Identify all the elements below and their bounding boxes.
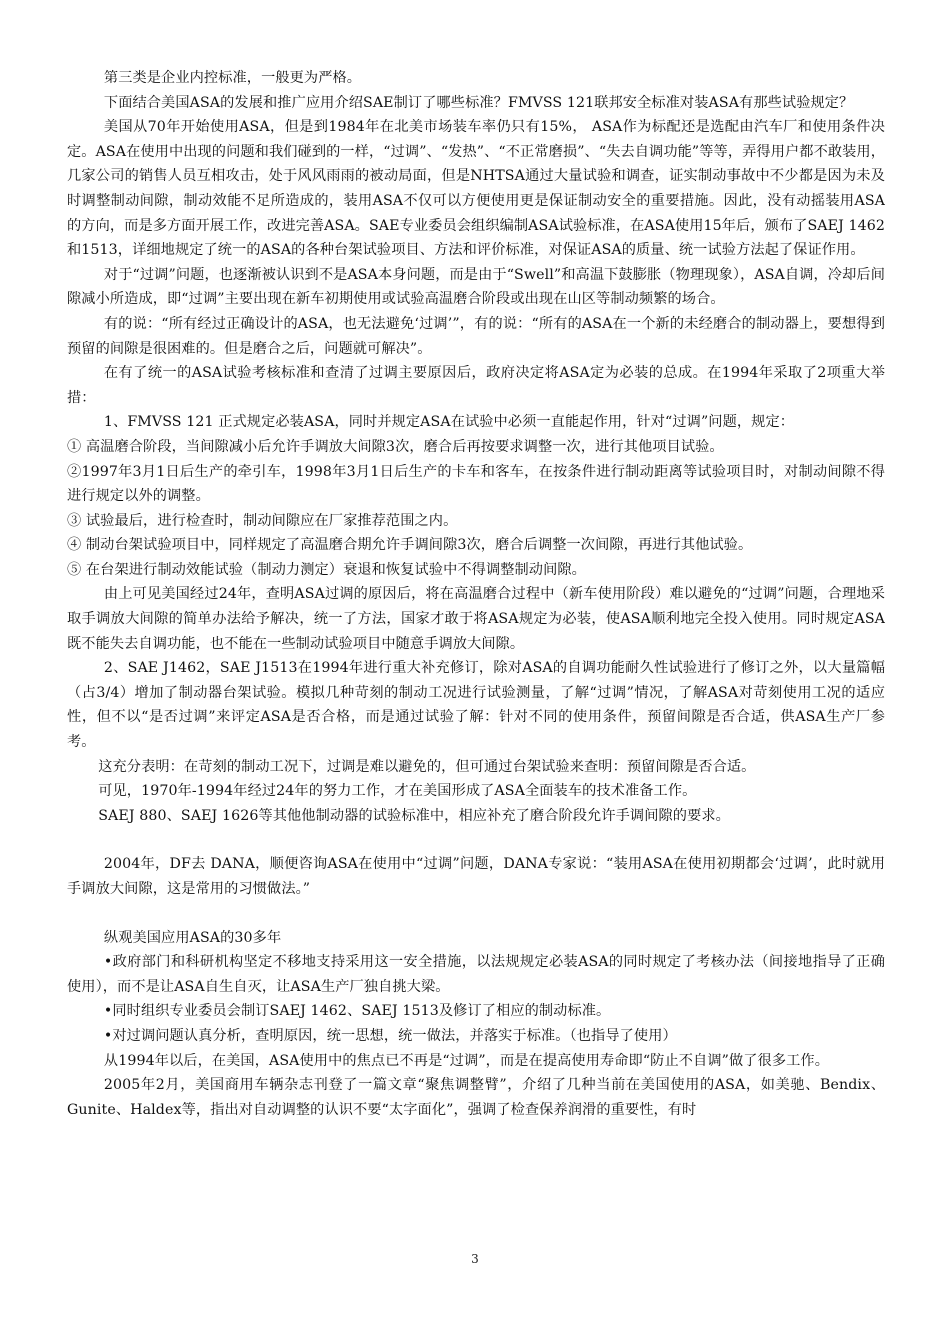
bullet-item: •同时组织专业委员会制订SAEJ 1462、SAEJ 1513及修订了相应的制动标准。 <box>103 1003 611 1020</box>
document-body <box>67 66 885 1122</box>
bullet-item: •政府部门和科研机构坚定不移地支持采用这一安全措施，以法规规定必装ASA的同时规定了考核办法（间接地指导了正确使用），而不是让ASA自生自灭，让ASA生产厂独自挑大梁。 <box>67 954 885 995</box>
bullet-item: •对过调问题认真分析，查明原因，统一思想，统一做法，并落实于标准。（也指导了使用） <box>103 1027 677 1044</box>
paragraph: 2004年，DF去 DANA，顺便咨询ASA在使用中“过调”问题，DANA专家说：“装用ASA在使用初期都会‘过调’，此时就用手调放大间隙，这是常用的习惯做法。” <box>67 856 885 897</box>
list-item: ⑤ 在台架进行制动效能试验（制动力测定）衰退和恢复试验中不得调整制动间隙。 <box>67 561 586 578</box>
list-item: ②1997年3月1日后生产的牵引车，1998年3月1日后生产的卡车和客车，在按条件进行制动距离等试验项目时，对制动间隙不得进行规定以外的调整。 <box>67 463 885 505</box>
paragraph: 可见，1970年-1994年经过24年的努力工作，才在美国形成了ASA全面装车的技术准备工作。 <box>98 783 697 800</box>
paragraph: 从1994年以后，在美国，ASA使用中的焦点已不再是“过调”，而是在提高使用寿命即“防止不自调”做了很多工作。 <box>103 1052 829 1069</box>
page-number: 3 <box>471 1252 479 1266</box>
paragraph: 有的说：“所有经过正确设计的ASA，也无法避免‘过调’”，有的说：“所有的ASA在一个新的未经磨合的制动器上，要想得到预留的间隙是很困难的。但是磨合之后，问题就可解决”。 <box>67 315 885 357</box>
paragraph: 美国从70年开始使用ASA，但是到1984年在北美市场装车率仍只有15%， ASA作为标配还是选配由汽车厂和使用条件决定。ASA在使用中出现的问题和我们碰到的一样，“过调”、“发热”、“不正常磨损”、“失去自调功能”等等，弄得用户都不敢装用，几家公司的销售人员互相攻击，处于风风雨雨的被动局面，但是NHTSA通过大量试验和调查，证实制动事故中不少都是因为未及时调整制动间隙，制动效能不足所造成的，装用ASA不仅可以方便使用更是保证制动安全的重要措施。因此，没有动摇装用ASA的方向，而是多方面开展工作，改进完善ASA。SAE专业委员会组织编制ASA试验标准，在ASA使用15年后，颁布了SAEJ 1462和1513，详细地规定了统一的ASA的各种台架试验项目、方法和评价标准，对保证ASA的质量、统一试验方法起了保证作用。 <box>67 119 886 259</box>
list-item: ③ 试验最后，进行检查时，制动间隙应在厂家推荐范围之内。 <box>67 512 458 529</box>
list-item: ④ 制动台架试验项目中，同样规定了高温磨合期允许手调间隙3次，磨合后调整一次间隙，再进行其他试验。 <box>67 537 753 554</box>
paragraph: 在有了统一的ASA试验考核标准和查清了过调主要原因后，政府决定将ASA定为必装的总成。在1994年采取了2项重大举措： <box>67 365 885 406</box>
paragraph: 第三类是企业内控标准，一般更为严格。 <box>103 70 362 86</box>
paragraph: 1、FMVSS 121 正式规定必装ASA，同时并规定ASA在试验中必须一直能起作用，针对“过调”问题，规定： <box>103 414 795 431</box>
blank-line <box>67 902 885 926</box>
paragraph: 下面结合美国ASA的发展和推广应用介绍SAE制订了哪些标准？FMVSS 121联邦安全标准对装ASA有那些试验规定？ <box>103 94 854 111</box>
blank-line <box>67 828 885 852</box>
section-heading: 纵观美国应用ASA的30多年 <box>103 929 282 946</box>
paragraph: 2、SAE J1462，SAE J1513在1994年进行重大补充修订，除对ASA的自调功能耐久性试验进行了修订之外，以大量篇幅（占3/4）增加了制动器台架试验。模拟几种苛刻的制动工况进行试验测量，了解“过调”情况，了解ASA对苛刻使用工况的适应性，但不以“是否过调”来评定ASA是否合格，而是通过试验了解：针对不同的使用条件，预留间隙是否合适，供ASA生产厂参考。 <box>67 660 885 751</box>
paragraph: 由上可见美国经过24年，查明ASA过调的原因后，将在高温磨合过程中（新车使用阶段）难以避免的“过调”问题，合理地采取手调放大间隙的简单办法给予解决，统一了方法，国家才敢于将ASA规定为必装，使ASA顺利地完全投入使用。同时规定ASA既不能失去自调功能，也不能在一些制动试验项目中随意手调放大间隙。 <box>67 586 885 652</box>
paragraph: 2005年2月，美国商用车辆杂志刊登了一篇文章“聚焦调整臂”，介绍了几种当前在美国使用的ASA，如美驰、Bendix、Gunite、Haldex等，指出对自动调整的认识不要“太字面化”，强调了检查保养润滑的重要性，有时 <box>67 1077 885 1118</box>
list-item: ① 高温磨合阶段，当间隙减小后允许手调放大间隙3次，磨合后再按要求调整一次，进行其他项目试验。 <box>67 438 724 455</box>
paragraph: 这充分表明：在苛刻的制动工况下，过调是难以避免的，但可通过台架试验来查明：预留间隙是否合适。 <box>98 758 756 775</box>
paragraph: 对于“过调”问题，也逐渐被认识到不是ASA本身问题，而是由于“Swell”和高温下鼓膨胀（物理现象），ASA自调，冷却后间隙减小所造成，即“过调”主要出现在新车初期使用或试验高温磨合阶段或出现在山区等制动频繁的场合。 <box>67 266 885 308</box>
paragraph: SAEJ 880、SAEJ 1626等其他他制动器的试验标准中，相应补充了磨合阶段允许手调间隙的要求。 <box>98 807 730 824</box>
